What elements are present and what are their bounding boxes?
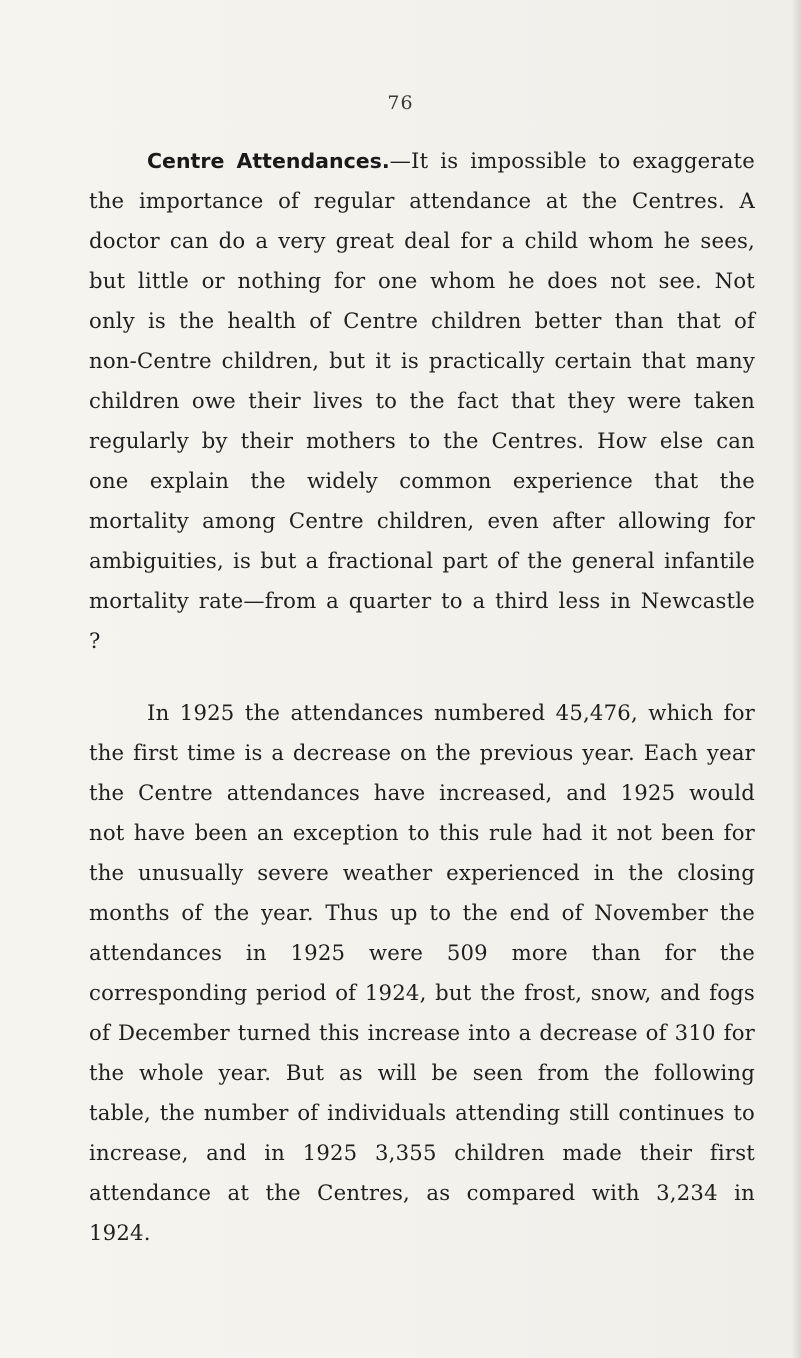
body-text	[89, 141, 755, 1253]
paragraph-attendance-figures	[89, 693, 755, 1253]
paragraph-1-text: —It is impossible to exaggerate the importance of regular attendance at the Centres. A doctor can do a very great deal for a child whom he sees, but little or nothing for one whom he does not see. Not only is the health of Centre children better than that of non-Centre children, but it is practically certain that many children owe their lives to the fact that they were taken regularly by their mothers to the Centres. How else can one explain the widely common experience that the mortality among Centre children, even after allowing for ambiguities, is but a fractional part of the general infantile mortality rate—from a quarter to a third less in Newcastle ?	[89, 148, 755, 653]
page-edge-shadow	[791, 0, 801, 1358]
paragraph-2-text: In 1925 the attendances numbered 45,476, which for the first time is a decrease on the previous year. Each year the Centre attendances have increased, and 1925 would not have been an exception to this rule had it not been for the unusually severe weather experienced in the closing months of the year. Thus up to the end of November the attendances in 1925 were 509 more than for the corresponding period of 1924, but the frost, snow, and fogs of December turned this increase into a decrease of 310 for the whole year. But as will be seen from the following table, the number of individuals attending still continues to increase, and in 1925 3,355 children made their first attendance at the Centres, as compared with 3,234 in 1924.	[89, 700, 755, 1245]
paragraph-centre-attendances	[89, 141, 755, 661]
page-number: 76	[387, 92, 414, 114]
section-heading: Centre Attendances.	[147, 149, 390, 173]
